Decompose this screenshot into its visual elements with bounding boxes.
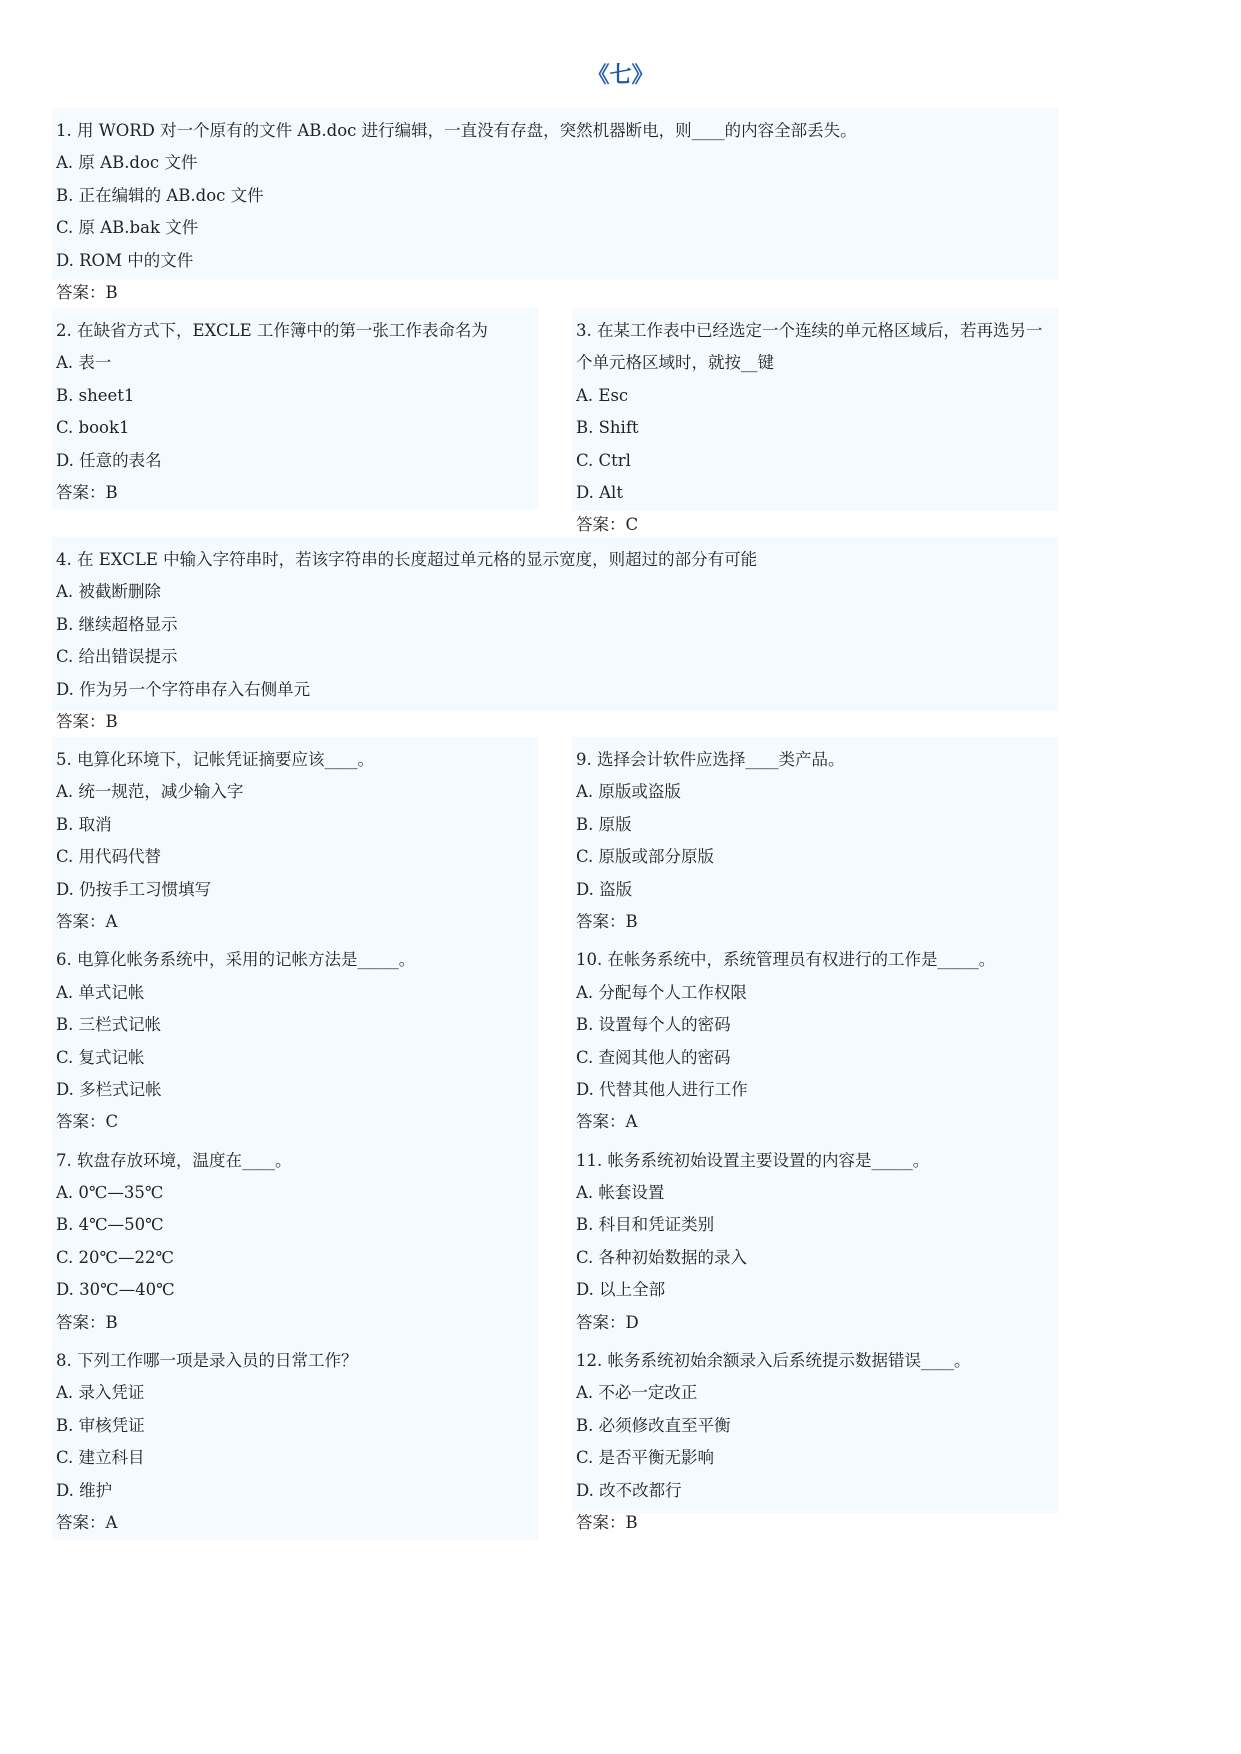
option-b: B. 设置每个人的密码: [576, 1015, 731, 1035]
option-c: C. 查阅其他人的密码: [576, 1047, 731, 1067]
option-b: B. 取消: [56, 814, 112, 834]
answer: 答案：D: [576, 1312, 639, 1332]
option-b: B. sheet1: [56, 385, 135, 405]
option-b: B. 4℃—50℃: [56, 1215, 164, 1235]
question-1: [52, 108, 1058, 302]
question-4: [52, 537, 1058, 731]
answer: 答案：C: [56, 1112, 119, 1132]
option-d: D. Alt: [576, 482, 623, 502]
question-8: [56, 1345, 534, 1539]
option-b: B. 正在编辑的 AB.doc 文件: [56, 185, 264, 205]
question-12: [576, 1345, 1054, 1539]
option-d: D. 30℃—40℃: [56, 1280, 175, 1300]
option-d: D. 改不改都行: [576, 1480, 682, 1500]
right-column: [572, 737, 1058, 1532]
option-c: C. 原版或部分原版: [576, 847, 715, 867]
option-d: D. 以上全部: [576, 1280, 666, 1300]
option-d: D. 盗版: [576, 879, 633, 899]
question-stem: 4. 在 EXCLE 中输入字符串时，若该字符串的长度超过单元格的显示宽度，则超过的部分有可能: [56, 550, 758, 569]
option-c: C. Ctrl: [576, 450, 631, 470]
option-a: A. Esc: [576, 385, 629, 405]
question-stem: 8. 下列工作哪一项是录入员的日常工作？: [56, 1351, 358, 1371]
option-a: A. 被截断删除: [56, 582, 161, 602]
option-d: D. 多栏式记帐: [56, 1079, 162, 1099]
option-d: D. 代替其他人进行工作: [576, 1079, 748, 1099]
question-7: [56, 1145, 534, 1339]
question-stem: 12. 帐务系统初始余额录入后系统提示数据错误____。: [576, 1351, 971, 1371]
question-9: [576, 744, 1054, 938]
option-d: D. 任意的表名: [56, 450, 162, 470]
option-a: A. 0℃—35℃: [56, 1183, 164, 1203]
question-stem: 6. 电算化帐务系统中，采用的记帐方法是_____。: [56, 950, 416, 970]
question-stem: 3. 在某工作表中已经选定一个连续的单元格区域后，若再选另一个单元格区域时，就按__键: [576, 321, 1043, 373]
option-b: B. Shift: [576, 418, 639, 438]
option-a: A. 分配每个人工作权限: [576, 982, 747, 1002]
answer: 答案：B: [56, 711, 118, 731]
option-b: B. 必须修改直至平衡: [576, 1415, 731, 1435]
option-b: B. 继续超格显示: [56, 614, 178, 634]
option-c: C. 原 AB.bak 文件: [56, 218, 199, 238]
option-b: B. 审核凭证: [56, 1415, 145, 1435]
page-title: 《七》: [587, 62, 654, 88]
answer: 答案：B: [56, 1312, 118, 1332]
option-a: A. 原版或盗版: [576, 782, 681, 802]
option-d: D. 维护: [56, 1480, 113, 1500]
option-b: B. 三栏式记帐: [56, 1015, 162, 1035]
option-a: A. 单式记帐: [56, 982, 145, 1002]
question-stem: 5. 电算化环境下，记帐凭证摘要应该____。: [56, 750, 374, 769]
question-11: [576, 1145, 1054, 1339]
answer: 答案：A: [576, 1112, 638, 1132]
answer: 答案：B: [576, 911, 638, 931]
question-2: [52, 308, 538, 509]
question-stem: 7. 软盘存放环境，温度在____。: [56, 1150, 292, 1170]
answer: 答案：C: [576, 515, 639, 535]
option-a: A. 录入凭证: [56, 1383, 145, 1403]
option-b: B. 原版: [576, 814, 632, 834]
question-stem: 2. 在缺省方式下，EXCLE 工作簿中的第一张工作表命名为: [56, 321, 488, 340]
option-c: C. 用代码代替: [56, 847, 162, 867]
option-c: C. 复式记帐: [56, 1047, 145, 1067]
option-a: A. 表一: [56, 353, 112, 373]
question-10: [576, 944, 1054, 1138]
answer: 答案：A: [56, 911, 118, 931]
option-c: C. book1: [56, 418, 130, 438]
option-a: A. 统一规范，减少输入字: [56, 782, 244, 802]
answer: 答案：B: [56, 282, 118, 302]
question-6: [56, 944, 534, 1138]
question-5: [56, 744, 534, 938]
option-d: D. 作为另一个字符串存入右侧单元: [56, 679, 311, 699]
question-3: [572, 308, 1058, 535]
option-a: A. 不必一定改正: [576, 1383, 698, 1403]
answer: 答案：B: [56, 482, 118, 502]
question-stem: 1. 用 WORD 对一个原有的文件 AB.doc 进行编辑，一直没有存盘，突然机器断电，则____的内容全部丢失。: [56, 121, 857, 140]
option-c: C. 20℃—22℃: [56, 1247, 174, 1267]
option-c: C. 建立科目: [56, 1448, 145, 1468]
question-stem: 11. 帐务系统初始设置主要设置的内容是_____。: [576, 1150, 930, 1170]
left-column: [52, 737, 538, 1540]
option-c: C. 各种初始数据的录入: [576, 1247, 748, 1267]
answer: 答案：B: [576, 1512, 638, 1532]
option-a: A. 帐套设置: [576, 1183, 665, 1203]
answer: 答案：A: [56, 1512, 118, 1532]
question-stem: 10. 在帐务系统中，系统管理员有权进行的工作是_____。: [576, 950, 996, 970]
option-d: D. 仍按手工习惯填写: [56, 879, 212, 899]
option-b: B. 科目和凭证类别: [576, 1215, 715, 1235]
option-c: C. 是否平衡无影响: [576, 1448, 715, 1468]
question-stem: 9. 选择会计软件应选择____类产品。: [576, 750, 845, 769]
option-c: C. 给出错误提示: [56, 647, 178, 667]
option-a: A. 原 AB.doc 文件: [56, 153, 198, 173]
option-d: D. ROM 中的文件: [56, 250, 194, 270]
